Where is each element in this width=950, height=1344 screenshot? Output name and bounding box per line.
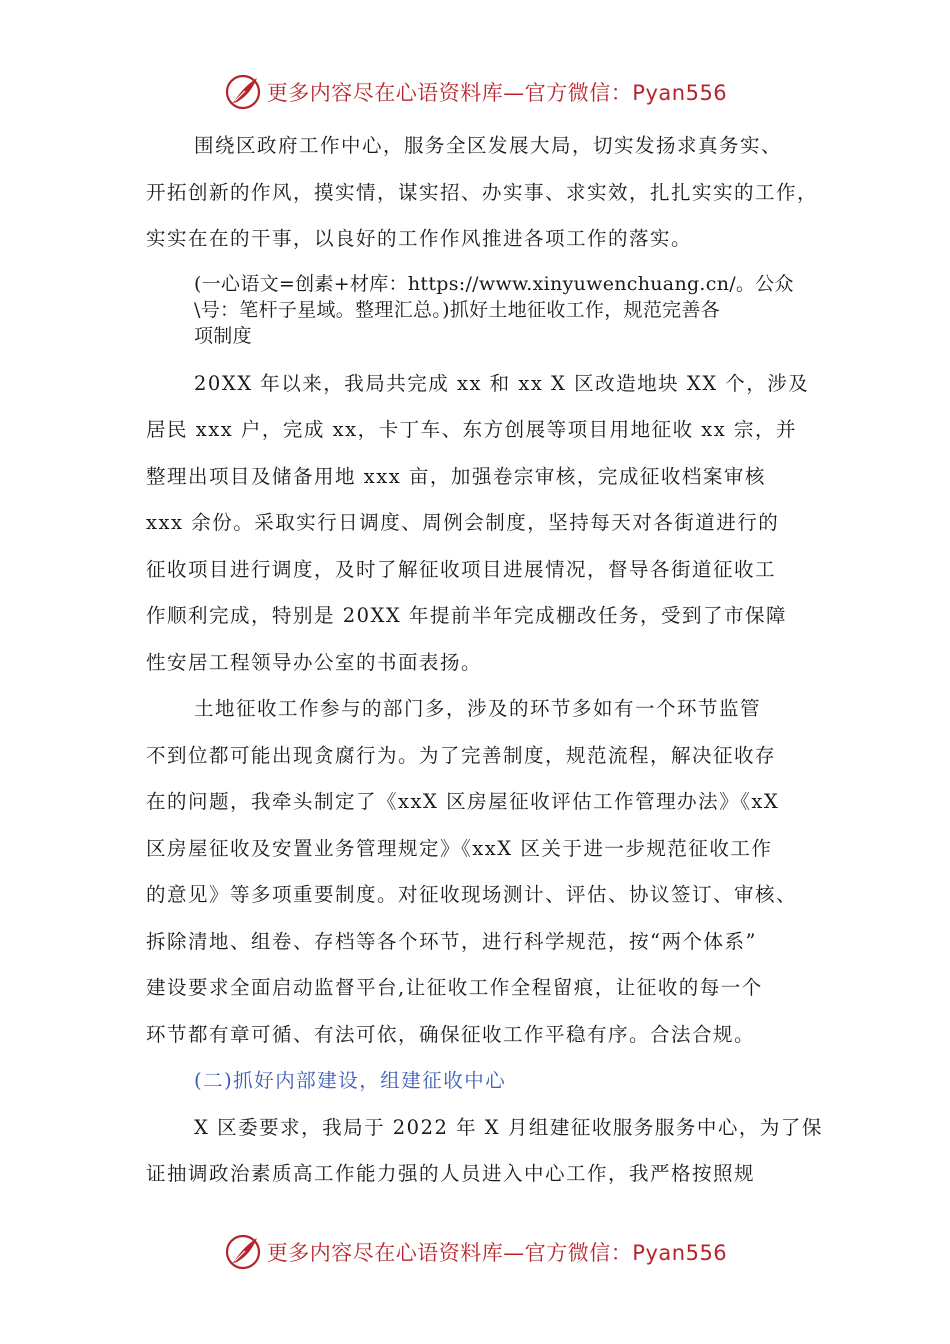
text-line: 建设要求全面启动监督平台,让征收工作全程留痕，让征收的每一个 xyxy=(146,976,763,999)
text-line: 实实在在的干事，以良好的工作作风推进各项工作的落实。 xyxy=(146,227,693,250)
paragraph xyxy=(146,1105,826,1198)
text-line: 土地征收工作参与的部门多，涉及的环节多如有一个环节监管 xyxy=(194,697,762,720)
text-line: xxx 余份。采取实行日调度、周例会制度，坚持每天对各街道进行的 xyxy=(146,511,780,534)
footer-banner xyxy=(0,1230,950,1274)
text-line: 20XX 年以来，我局共完成 xx 和 xx X 区改造地块 XX 个，涉及 xyxy=(194,371,810,395)
quill-seal-icon xyxy=(223,1232,263,1272)
text-line: 的意见》等多项重要制度。对征收现场测计、评估、协议签订、审核、 xyxy=(146,883,798,906)
source-note xyxy=(146,271,826,349)
text-line: 整理出项目及储备用地 xxx 亩，加强卷宗审核，完成征收档案审核 xyxy=(146,464,766,488)
text-line: 环节都有章可循、有法可依，确保征收工作平稳有序。合法合规。 xyxy=(146,1022,756,1046)
header-banner xyxy=(0,70,950,114)
text-line: 拆除清地、组卷、存档等各个环节，进行科学规范，按“两个体系” xyxy=(146,929,757,953)
text-line: 开拓创新的作风，摸实情，谋实招、办实事、求实效，扎扎实实的工作， xyxy=(146,180,819,204)
text-line: 征收项目进行调度，及时了解征收项目进展情况，督导各街道征收工 xyxy=(146,557,777,581)
text-line: 证抽调政治素质高工作能力强的人员进入中心工作，我严格按照规 xyxy=(146,1162,756,1185)
text-line: 项制度 xyxy=(194,324,252,347)
text-line: 区房屋征收及安置业务管理规定》《xxX 区关于进一步规范征收工作 xyxy=(146,836,773,860)
section-heading: (二)抓好内部建设，组建征收中心 xyxy=(194,1069,507,1092)
paragraph xyxy=(146,123,826,263)
text-line: 在的问题，我牵头制定了《xxX 区房屋征收评估工作管理办法》《xX xyxy=(146,790,780,813)
banner-text: 更多内容尽在心语资料库—官方微信：Pyan556 xyxy=(266,1241,728,1265)
text-line: 居民 xxx 户，完成 xx，卡丁车、东方创展等项目用地征收 xx 宗，并 xyxy=(146,418,797,441)
document-body xyxy=(146,123,826,1198)
quill-seal-icon xyxy=(223,72,263,112)
paragraph xyxy=(146,361,826,687)
text-line: X 区委要求，我局于 2022 年 X 月组建征收服务服务中心，为了保 xyxy=(194,1115,823,1139)
text-line: 性安居工程领导办公室的书面表扬。 xyxy=(146,650,483,674)
text-line: 作顺利完成，特别是 20XX 年提前半年完成棚改任务，受到了市保障 xyxy=(146,604,787,627)
text-line: (一心语文=创素+材库：https://www.xinyuwenchuang.cn/。公众 xyxy=(194,272,794,295)
text-line: 不到位都可能出现贪腐行为。为了完善制度，规范流程，解决征收存 xyxy=(146,743,777,767)
paragraph xyxy=(146,686,826,1058)
text-line: 围绕区政府工作中心，服务全区发展大局，切实发扬求真务实、 xyxy=(194,134,783,157)
banner-text: 更多内容尽在心语资料库—官方微信：Pyan556 xyxy=(266,81,728,105)
text-line: \号：笔杆子星域。整理汇总。)抓好土地征收工作，规范完善各 xyxy=(194,298,721,321)
